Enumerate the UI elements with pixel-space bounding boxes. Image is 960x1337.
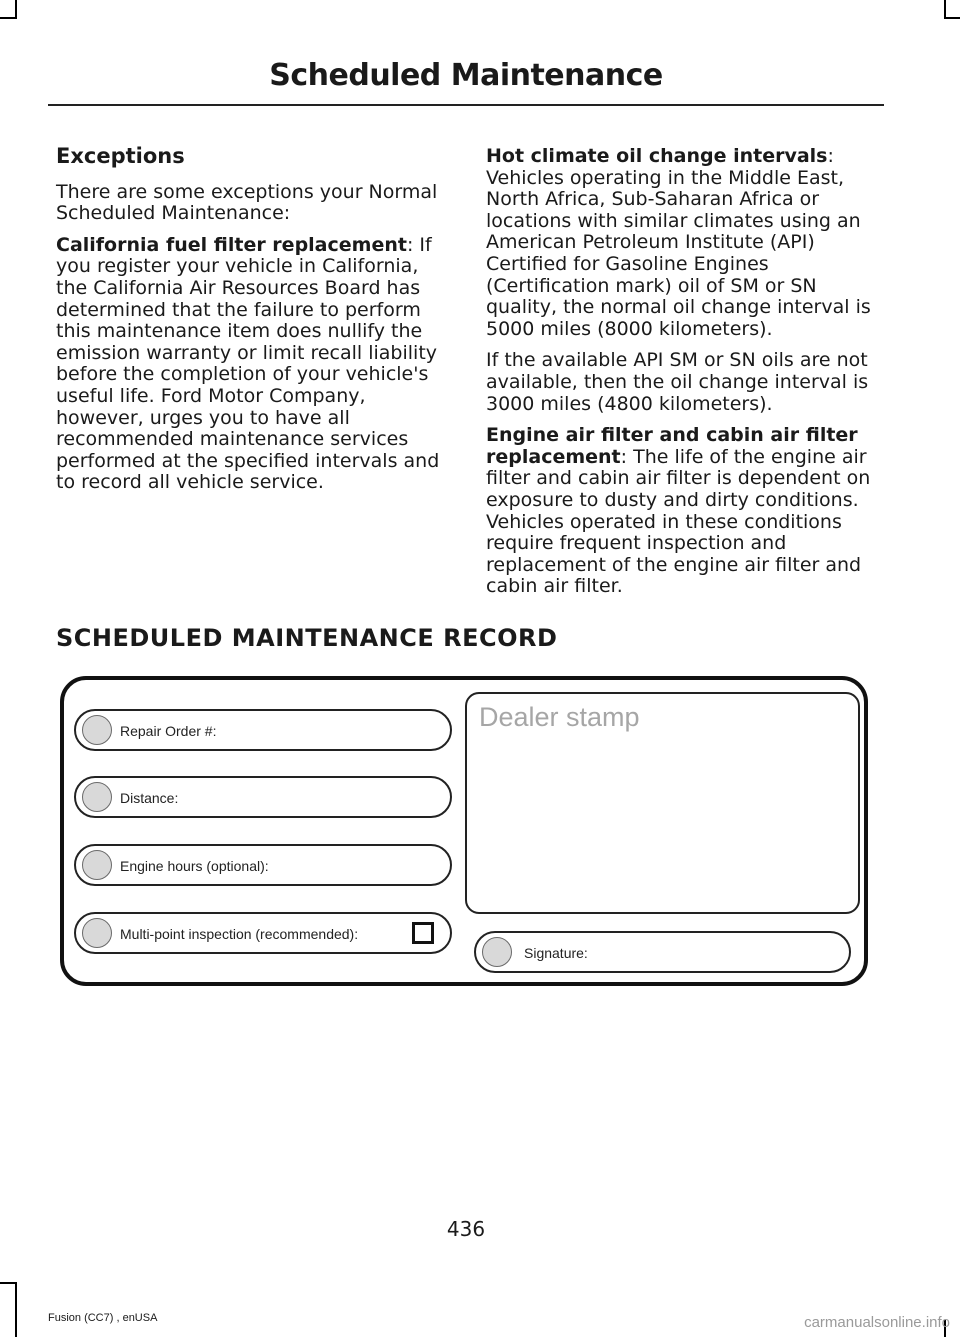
repair-order-label: Repair Order #: xyxy=(120,723,217,739)
distance-label: Distance: xyxy=(120,790,179,806)
watermark: carmanualsonline.info xyxy=(804,1314,950,1331)
model-footer: Fusion (CC7) , enUSA xyxy=(48,1312,158,1324)
title-divider xyxy=(48,104,884,106)
california-text: : If you register your vehicle in California, the California Air Resources Board has determined that the failure to perform this maintenance item does nullify the emission warranty or limit recall liability before the completion of your vehicle's useful life. Ford Motor Company, however, urges you to have all recommended maintenance services performed at the specified intervals and to record all vehicle service. xyxy=(56,233,440,494)
hot-climate-text: : Vehicles operating in the Middle East, North Africa, Sub-Saharan Africa or locations with similar climates using an American Petroleum Institute (API) Certified for Gasoline Engines (Certification mark) oil of SM or SN quality, the normal oil change interval is 5000 miles (8000 kilometers). xyxy=(486,145,871,340)
distance-field[interactable] xyxy=(74,776,452,818)
repair-order-field[interactable] xyxy=(74,709,452,751)
left-column xyxy=(56,146,448,504)
page-title: Scheduled Maintenance xyxy=(269,58,663,93)
crop-mark xyxy=(944,17,960,19)
circle-icon xyxy=(482,937,512,967)
california-term: California fuel filter replacement xyxy=(56,233,407,256)
crop-mark xyxy=(0,1282,17,1284)
crop-mark xyxy=(15,0,17,18)
air-filter-text: : The life of the engine air filter and cabin air filter is dependent on exposure to dusty and dirty conditions. Vehicles operated in these conditions require frequent inspection and replacement of the engine air filter and cabin air filter. xyxy=(486,445,871,598)
exceptions-intro: There are some exceptions your Normal Scheduled Maintenance: xyxy=(56,180,438,225)
circle-icon xyxy=(82,850,112,880)
dealer-stamp-label: Dealer stamp xyxy=(479,702,640,732)
circle-icon xyxy=(82,782,112,812)
circle-icon xyxy=(82,918,112,948)
signature-field[interactable] xyxy=(474,931,851,973)
inspection-field[interactable] xyxy=(74,912,452,954)
air-filter-term: Engine air filter and cabin air filter replacement xyxy=(486,424,858,468)
inspection-checkbox[interactable] xyxy=(412,922,434,944)
record-heading: SCHEDULED MAINTENANCE RECORD xyxy=(56,624,558,652)
inspection-label: Multi-point inspection (recommended): xyxy=(120,926,359,942)
signature-label: Signature: xyxy=(524,945,588,961)
hot-climate-term: Hot climate oil change intervals xyxy=(486,145,828,167)
engine-hours-field[interactable] xyxy=(74,844,452,886)
circle-icon xyxy=(82,715,112,745)
crop-mark xyxy=(0,17,17,19)
air-filter-paragraph xyxy=(486,425,880,598)
right-column xyxy=(486,146,880,608)
exceptions-heading: Exceptions xyxy=(56,144,185,168)
crop-mark xyxy=(944,0,946,18)
dealer-stamp-box xyxy=(465,692,860,914)
hot-climate-paragraph xyxy=(486,146,880,340)
api-note: If the available API SM or SN oils are not available, then the oil change interval is 3000 miles (4800 kilometers). xyxy=(486,349,869,415)
engine-hours-label: Engine hours (optional): xyxy=(120,858,269,874)
page-number: 436 xyxy=(446,1217,486,1241)
crop-mark xyxy=(15,1282,17,1337)
california-paragraph xyxy=(56,235,448,494)
